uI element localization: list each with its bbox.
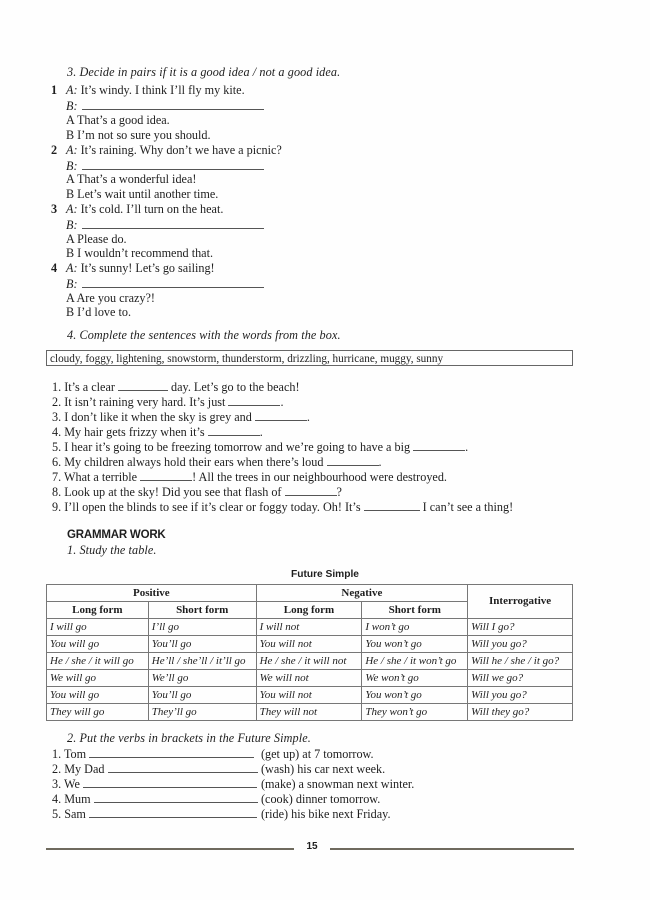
table-cell: He’ll / she’ll / it’ll go: [148, 653, 256, 670]
option-b: B I’d love to.: [66, 305, 131, 319]
speaker-a-label: A:: [66, 261, 78, 275]
sentence-item: [52, 424, 263, 440]
item-text: 4. Mum: [52, 792, 94, 806]
answer-blank[interactable]: [82, 276, 264, 288]
sentence-text: 8. Look up at the sky! Did you see that flash of: [52, 485, 285, 499]
word-box: cloudy, foggy, lightening, snowstorm, thunderstorm, drizzling, hurricane, muggy, sunny: [46, 350, 573, 366]
exercise-3-instruction: 3. Decide in pairs if it is a good idea / not a good idea.: [67, 65, 341, 79]
answer-blank[interactable]: [327, 454, 379, 466]
header-interrogative: Interrogative: [468, 585, 573, 619]
item-text: 1. Tom: [52, 747, 90, 761]
table-cell: You’ll go: [148, 636, 256, 653]
item-text: 3. We: [52, 777, 83, 791]
sentence-text: ?: [336, 485, 342, 499]
answer-blank[interactable]: [82, 158, 264, 170]
sentence-text: 3. I don’t like it when the sky is grey and: [52, 410, 255, 424]
sentence-text: 2. It isn’t raining very hard. It’s just: [52, 395, 229, 409]
sentence-text: .: [378, 455, 382, 469]
speaker-a-label: A:: [66, 202, 78, 216]
sentence-item: [52, 439, 468, 455]
option-a: A That’s a good idea.: [66, 113, 170, 127]
speaker-a-label: A:: [66, 83, 78, 97]
table-row: [47, 619, 573, 636]
future-exercise-instruction: 2. Put the verbs in brackets in the Future Simple.: [67, 731, 311, 745]
sentence-text: 9. I’ll open the blinds to see if it’s clear or foggy today. Oh! It’s: [52, 500, 364, 514]
footer-rule-right: [330, 848, 574, 850]
table-cell: You won’t go: [362, 687, 468, 704]
dialogue-item: [51, 202, 223, 217]
speaker-a-text: It’s raining. Why don’t we have a picnic?: [77, 143, 282, 157]
dialogue-item: [51, 83, 245, 98]
table-title: Future Simple: [291, 569, 359, 580]
item-number: 1: [51, 83, 58, 97]
table-group-header-row: [47, 585, 573, 602]
sentence-text: 1. It’s a clear: [52, 380, 118, 394]
table-cell: Will I go?: [468, 619, 573, 636]
answer-blank[interactable]: [82, 98, 264, 110]
sentence-text: day. Let’s go to the beach!: [167, 380, 300, 394]
table-cell: You will go: [47, 636, 149, 653]
table-cell: We won’t go: [362, 670, 468, 687]
table-cell: I will go: [47, 619, 149, 636]
sentence-text: 5. I hear it’s going to be freezing tomorrow and we’re going to have a big: [52, 440, 414, 454]
sentence-text: .: [259, 425, 263, 439]
answer-blank[interactable]: [82, 217, 264, 229]
table-cell: You will go: [47, 687, 149, 704]
header-negative: Negative: [256, 585, 468, 602]
dialogue-item: [51, 143, 282, 158]
speaker-a-text: It’s sunny! Let’s go sailing!: [77, 261, 215, 275]
item-number: 4: [51, 261, 58, 275]
subheader-short-form: Short form: [362, 602, 468, 619]
option-a: A Are you crazy?!: [66, 291, 155, 305]
page-number: 15: [306, 841, 318, 852]
table-cell: We will go: [47, 670, 149, 687]
header-positive: Positive: [47, 585, 257, 602]
table-cell: You will not: [256, 636, 362, 653]
table-cell: I’ll go: [148, 619, 256, 636]
speaker-b-label: B:: [66, 99, 78, 113]
table-cell: We will not: [256, 670, 362, 687]
option-a: A That’s a wonderful idea!: [66, 172, 197, 186]
table-cell: Will he / she / it go?: [468, 653, 573, 670]
answer-blank[interactable]: [89, 746, 254, 758]
item-number: 2: [51, 143, 58, 157]
table-cell: Will they go?: [468, 704, 573, 721]
sentence-text: .: [306, 410, 310, 424]
table-row: [47, 653, 573, 670]
answer-blank[interactable]: [208, 424, 260, 436]
option-b: B Let’s wait until another time.: [66, 187, 219, 201]
table-cell: They’ll go: [148, 704, 256, 721]
sentence-item: [52, 394, 284, 410]
table-cell: You’ll go: [148, 687, 256, 704]
sentence-text: ! All the trees in our neighbourhood were destroyed.: [192, 470, 447, 484]
future-simple-table: [46, 584, 573, 721]
answer-blank[interactable]: [83, 776, 257, 788]
item-text: 2. My Dad: [52, 762, 108, 776]
answer-blank[interactable]: [255, 409, 307, 421]
answer-blank[interactable]: [285, 484, 337, 496]
answer-blank[interactable]: [140, 469, 192, 481]
item-text: 5. Sam: [52, 807, 89, 821]
table-cell: We’ll go: [148, 670, 256, 687]
table-cell: You will not: [256, 687, 362, 704]
sentence-text: 7. What a terrible: [52, 470, 141, 484]
speaker-a-text: It’s cold. I’ll turn on the heat.: [77, 202, 224, 216]
sentence-text: .: [280, 395, 284, 409]
speaker-b-label: B:: [66, 277, 78, 291]
answer-blank[interactable]: [228, 394, 280, 406]
table-cell: He / she / it will go: [47, 653, 149, 670]
table-row: [47, 687, 573, 704]
exercise-4-instruction: 4. Complete the sentences with the words from the box.: [67, 328, 341, 342]
item-number: 3: [51, 202, 58, 216]
speaker-a-label: A:: [66, 143, 78, 157]
answer-blank[interactable]: [89, 806, 257, 818]
verb-item: [52, 791, 380, 807]
sentence-item: [52, 484, 342, 500]
table-cell: I won’t go: [362, 619, 468, 636]
speaker-b-answer: [66, 98, 264, 114]
sentence-item: [52, 454, 382, 470]
item-text: (cook) dinner tomorrow.: [261, 792, 381, 806]
table-row: [47, 670, 573, 687]
speaker-b-label: B:: [66, 218, 78, 232]
speaker-a-text: It’s windy. I think I’ll fly my kite.: [77, 83, 245, 97]
subheader-long-form: Long form: [47, 602, 149, 619]
speaker-b-answer: [66, 276, 264, 292]
item-text: (get up) at 7 tomorrow.: [261, 747, 374, 761]
speaker-b-label: B:: [66, 159, 78, 173]
option-b: B I’m not so sure you should.: [66, 128, 211, 142]
table-row: [47, 704, 573, 721]
item-text: (wash) his car next week.: [261, 762, 386, 776]
table-cell: They will go: [47, 704, 149, 721]
table-cell: They won’t go: [362, 704, 468, 721]
footer-rule-left: [46, 848, 294, 850]
table-cell: You won’t go: [362, 636, 468, 653]
verb-item: [52, 806, 391, 822]
grammar-instruction: 1. Study the table.: [67, 543, 157, 557]
table-row: [47, 636, 573, 653]
table-cell: They will not: [256, 704, 362, 721]
table-cell: He / she / it won’t go: [362, 653, 468, 670]
sentence-item: [52, 469, 447, 485]
sentence-text: 6. My children always hold their ears when there’s loud: [52, 455, 327, 469]
sentence-item: [52, 379, 300, 395]
table-cell: Will you go?: [468, 687, 573, 704]
table-cell: He / she / it will not: [256, 653, 362, 670]
table-cell: Will you go?: [468, 636, 573, 653]
table-cell: Will we go?: [468, 670, 573, 687]
answer-blank[interactable]: [94, 791, 258, 803]
option-b: B I wouldn’t recommend that.: [66, 246, 214, 260]
speaker-b-answer: [66, 217, 264, 233]
verb-item: [52, 746, 374, 762]
verb-item: [52, 761, 385, 777]
answer-blank[interactable]: [364, 499, 420, 511]
section-heading: GRAMMAR WORK: [67, 529, 166, 541]
verb-item: [52, 776, 414, 792]
table-cell: I will not: [256, 619, 362, 636]
item-text: (ride) his bike next Friday.: [261, 807, 391, 821]
answer-blank[interactable]: [108, 761, 258, 773]
item-text: (make) a snowman next winter.: [261, 777, 415, 791]
sentence-text: .: [465, 440, 469, 454]
sentence-text: 4. My hair gets frizzy when it’s: [52, 425, 208, 439]
sentence-item: [52, 499, 513, 515]
dialogue-item: [51, 261, 215, 276]
answer-blank[interactable]: [118, 379, 168, 391]
option-a: A Please do.: [66, 232, 127, 246]
subheader-long-form: Long form: [256, 602, 362, 619]
sentence-text: I can’t see a thing!: [419, 500, 514, 514]
answer-blank[interactable]: [413, 439, 465, 451]
subheader-short-form: Short form: [148, 602, 256, 619]
sentence-item: [52, 409, 310, 425]
